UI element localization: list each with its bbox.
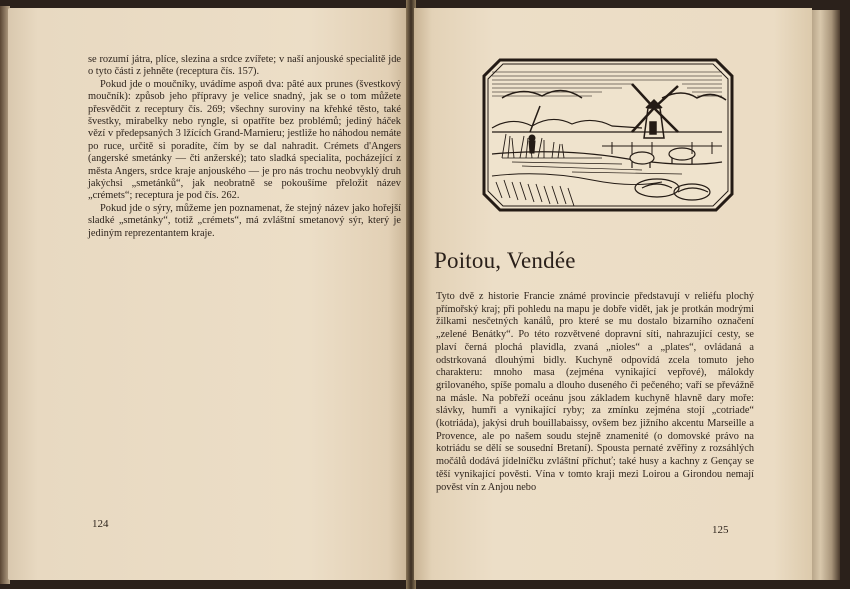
left-page-body: [88, 54, 401, 240]
left-page-number: 124: [92, 518, 109, 530]
section-heading: Poitou, Vendée: [434, 248, 576, 273]
woodcut-vignette-illustration: [482, 58, 734, 212]
right-page-number: 125: [712, 524, 729, 536]
left-paragraph-3: Pokud jde o sýry, můžeme jen poznamenat, že stejný název jako hořejší sladké „smetánky“, totiž „crémets“, má zvláštní smetanový sýr, který je jediným reprezentantem kraje.: [88, 202, 401, 239]
right-paragraph-1: Tyto dvě z historie Francie známé provincie představují v reliéfu plochý přímořský kraj; při pohledu na mapu je dobře vidět, jak je protkán modrými žilkami nesčetných kanálů, pro které se mu dostalo bizarního označení „zelené Benátky“. Po této rozvětvené dopravní síti, nahrazující cesty, se plaví černá plochá plavidla, zvaná „nioles“ a „plates“, ovládaná a odstrkovaná dlouhými bidly. Kuchyně odpovídá zcela tomuto jeho charakteru: mnoho masa (zejména vynikající vepřové), málokdy grilovaného, spíše pomalu a dlouho duseného či pečeného; vaří se převážně na másle. Na pobřeží oceánu jsou základem kuchyně hlavně dary moře: slávky, humři a vynikající ryby; za zmínku zejména stojí „cotriade“ (kotriáda), jakýsi druh bouillabaissy, ovšem bez jižního akcentu Marseille a Provence, ale po našem soudu stejně znamenité (o domovské právo na kotriádu se dělí se sousední Bretaní). Spousta pernaté zvěřiny z rozsáhlých močálů dodává jídelníčku zvláštní příchuť; také husy a kachny z Gençay se těší vynikající pověsti. Vína v tomto kraji mezi Loirou a Girondou nemají pověst vín z Anjou nebo: [436, 291, 754, 493]
book-edge-right: [812, 10, 840, 580]
left-paragraph-1: se rozumí játra, plíce, slezina a srdce zvířete; v naší anjouské specialitě jde o tyto části z jehněte (receptura čís. 157).: [88, 54, 401, 78]
left-page: [8, 8, 408, 580]
left-paragraph-2: Pokud jde o moučníky, uvádíme aspoň dva: pâté aux prunes (švestkový moučník): způsob jeho přípravy je velice snadný, jak se o tom můžete přesvědčit z receptury čís. 269; všechny suroviny na křehké těsto, také švestky, mirabelky nebo ryngle, si opatříte bez problémů; jediný háček vězí v předepsaných 3 lžících Grand-Marnieru; jestliže ho náhodou nemáte po ruce, určitě si poradíte, čím by se dal nahradit. Crémets d'Angers (angerské smetánky — čti anžerské); tato sladká specialita, pocházející z města Angers, srdce kraje anjouského — je pro nás trochu neobvyklý druh jakýchsi „smetánků“, jak neobratně se pokoušíme přeložit název „crémets“; receptura je pod čís. 262.: [88, 78, 401, 202]
right-page-body: [436, 291, 754, 494]
right-page: [414, 8, 812, 580]
